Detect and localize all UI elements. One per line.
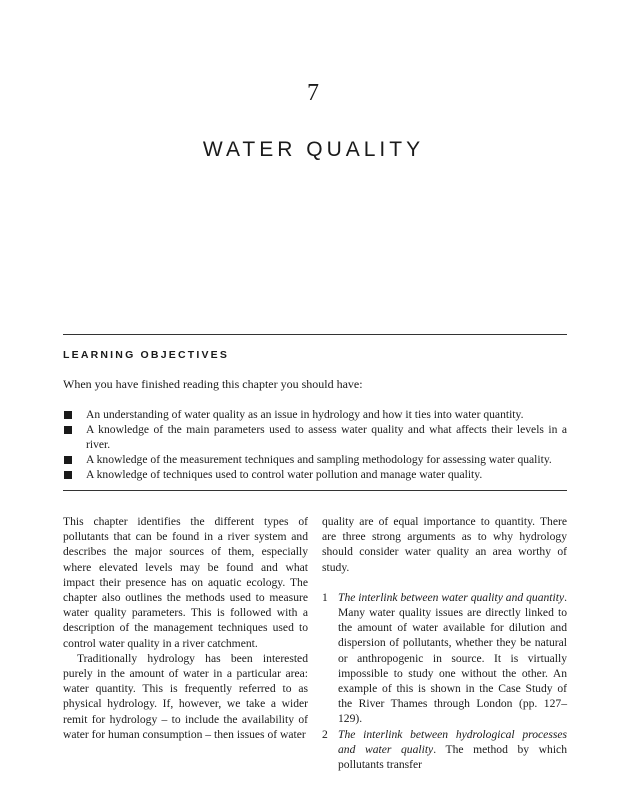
- body-paragraph: This chapter identifies the different types of pollutants that can be found in a river system and describes the major sources of them, especially where elevated levels may be found and what impact their presence has on aquatic ecology. The chapter also outlines the methods used to measure water quality parameters. This is followed with a description of the management techniques used to control water quality in a river catchment.: [63, 515, 308, 650]
- objective-item: [63, 467, 567, 482]
- objective-item: [63, 452, 567, 467]
- objective-item: [63, 422, 567, 452]
- objective-text: A knowledge of techniques used to control water pollution and manage water quality.: [86, 468, 483, 481]
- square-bullet-icon: [64, 471, 72, 479]
- objective-text: A knowledge of the main parameters used to assess water quality and what affects their levels in a river.: [86, 423, 567, 451]
- argument-item: [322, 590, 567, 727]
- body-paragraph: Traditionally hydrology has been interested purely in the amount of water in a particular area: water quantity. This is frequently referred to as physical hydrology. If, however, we take a wider remit for hydrology – to include the availability of water for human consumption – then issues of water: [63, 651, 308, 741]
- objective-item: [63, 407, 567, 422]
- body-left-column: [63, 514, 308, 742]
- objectives-bottom-rule: [63, 490, 567, 491]
- chapter-number: 7: [307, 80, 320, 106]
- objective-text: An understanding of water quality as an issue in hydrology and how it ties into water quantity.: [86, 408, 524, 421]
- argument-number: 2: [322, 727, 328, 741]
- learning-objectives-heading: LEARNING OBJECTIVES: [63, 349, 230, 361]
- chapter-title: WATER QUALITY: [202, 138, 425, 161]
- argument-title: The interlink between water quality and quantity: [338, 590, 565, 604]
- square-bullet-icon: [64, 426, 72, 434]
- body-right-column: [322, 514, 567, 772]
- objectives-top-rule: [63, 334, 567, 335]
- square-bullet-icon: [64, 456, 72, 464]
- argument-item: [322, 727, 567, 773]
- argument-text: . Many water quality issues are directly linked to the amount of water available for dilution and dispersion of pollutants, whether they be natural or anthropogenic in source. It is virtually impossible to study one without the other. An example of this is shown in the Case Study of the River Thames through London (pp. 127–129).: [338, 590, 567, 726]
- square-bullet-icon: [64, 411, 72, 419]
- body-paragraph: quality are of equal importance to quantity. There are three strong arguments as to why hydrology should consider water quality an area worthy of study.: [322, 515, 567, 574]
- learning-objectives-intro: When you have finished reading this chapter you should have:: [63, 377, 363, 391]
- learning-objectives-list: [63, 407, 567, 482]
- argument-text: . The method by which pollutants transfer: [338, 742, 568, 772]
- argument-title: The interlink between hydrological processes and water quality: [338, 727, 567, 756]
- argument-number: 1: [322, 590, 328, 604]
- objective-text: A knowledge of the measurement techniques and sampling methodology for assessing water quality.: [86, 453, 552, 466]
- arguments-list: [322, 590, 567, 772]
